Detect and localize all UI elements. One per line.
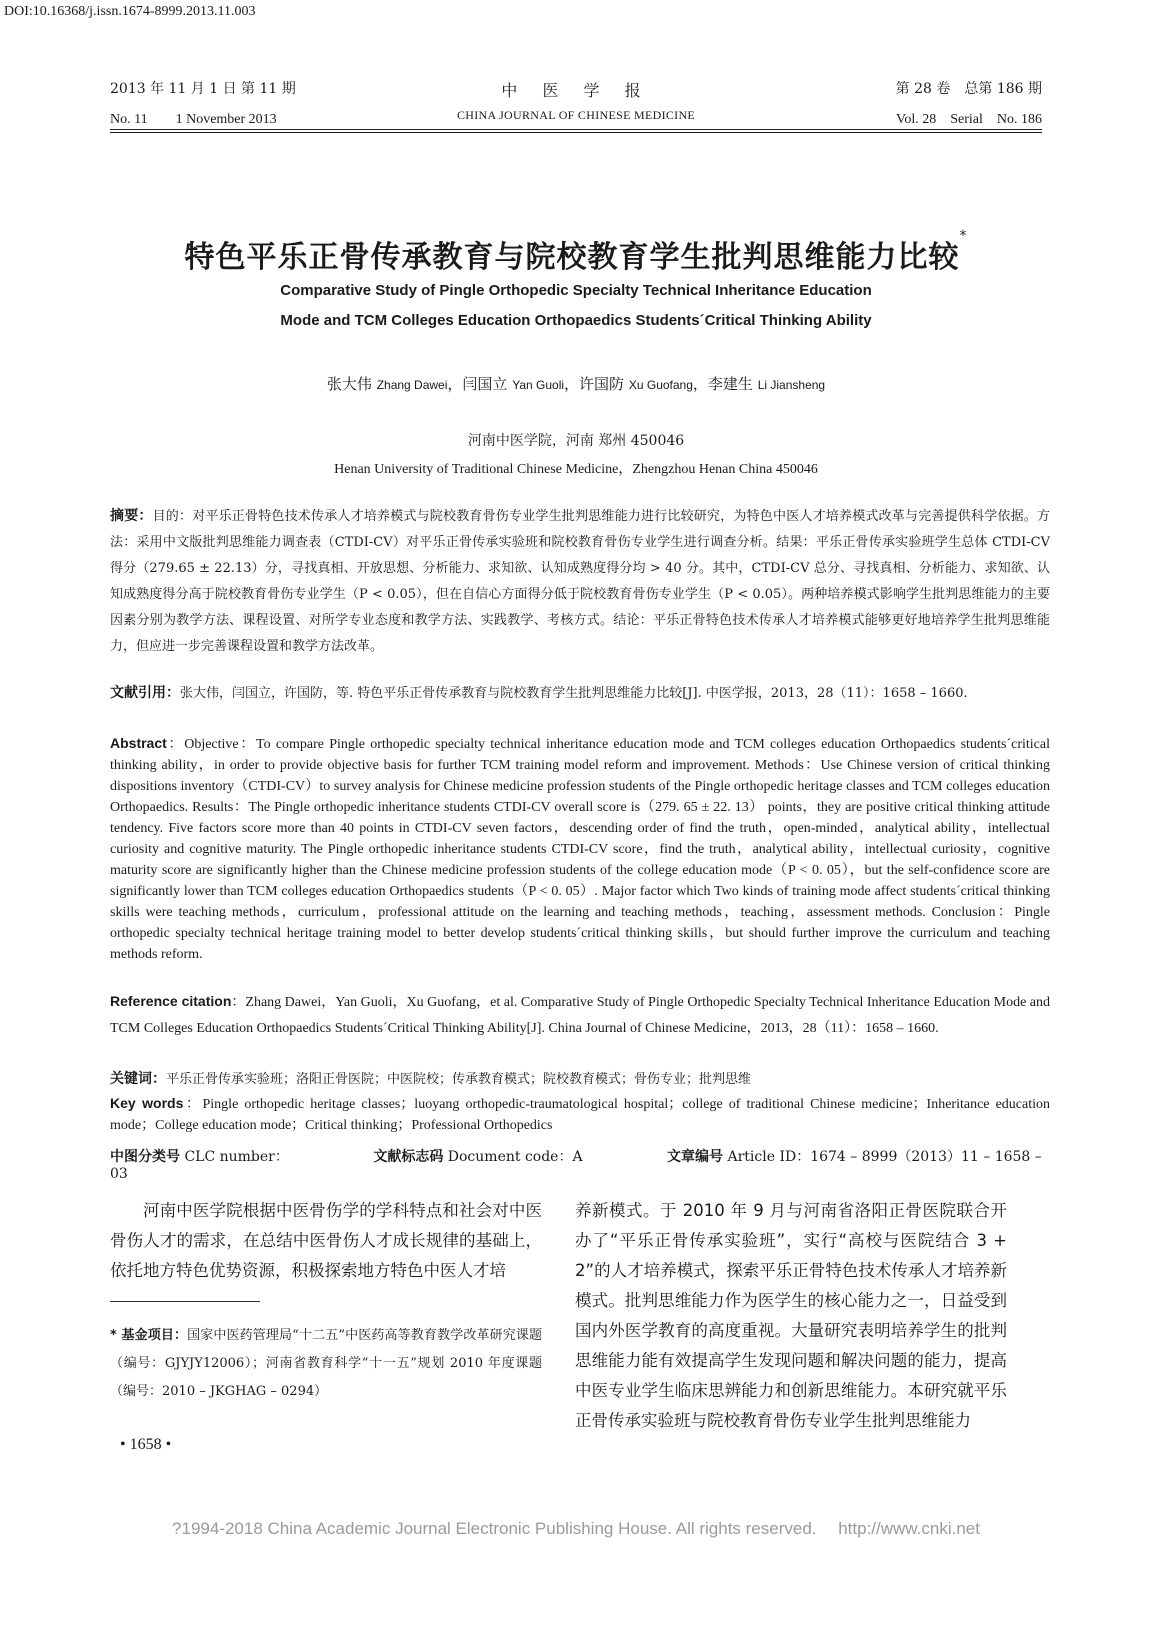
funding-label: * 基金项目： (110, 1328, 188, 1343)
author-separator: ， (447, 375, 463, 393)
reference-citation-en (110, 988, 1050, 1042)
document-code: 文献标志码 Document code：A (373, 1149, 583, 1165)
author-en: Yan Guoli (512, 378, 565, 392)
article-title-cn (60, 228, 1092, 276)
author-en: Xu Guofang (628, 378, 693, 392)
volume-cn: 第 28 卷 总第 186 期 (895, 81, 1042, 97)
keywords-en-text: ：Pingle orthopedic heritage classes；luoyang orthopedic-traumatological hospital；college of traditional Chinese medicine；Inheritance education mode；College education mode；Critical thinking；Professional Orthopedics (110, 1097, 1050, 1133)
footnote-rule (110, 1301, 260, 1302)
body-column-left (110, 1196, 542, 1286)
journal-name-en: CHINA JOURNAL OF CHINESE MEDICINE (456, 108, 696, 122)
abstract-en-label: Abstract (110, 735, 167, 751)
copyright-footer: ?1994-2018 China Academic Journal Electronic Publishing House. All rights reserved. http://www.cnki.net (172, 1519, 980, 1538)
journal-header-cn (110, 78, 1042, 100)
body-paragraph-continued: 养新模式。于 2010 年 9 月与河南省洛阳正骨医院联合开办了“平乐正骨传承实验班”，实行“高校与医院结合 3 + 2”的人才培养模式，探索平乐正骨特色技术传承人才培养新模式。批判思维能力作为医学生的核心能力之一，日益受到国内外医学教育的高度重视。大量研究表明培养学生的批判思维能力能有效提高学生发现问题和解决问题的能力，提高中医专业学生临床思辨能力和创新思维能力。本研究就平乐正骨传承实验班与院校教育骨伤专业学生批判思维能力 (575, 1201, 1007, 1430)
citation-cn (110, 680, 1050, 707)
page-number: • 1658 • (120, 1436, 172, 1453)
clc-number: 中图分类号 CLC number： (110, 1149, 289, 1165)
body-column-right (575, 1196, 1007, 1436)
reference-en-text: ：Zhang Dawei，Yan Guoli，Xu Guofang，et al. Comparative Study of Pingle Orthopedic Specialty Technical Inheritance Education Mode and TCM Colleges Education Orthopaedics Students´Critical Thinking Ability[J]. China Journal of Chinese Medicine，2013，28（11）：1658 – 1660. (110, 995, 1050, 1036)
keywords-cn-text: 平乐正骨传承实验班；洛阳正骨医院；中医院校；传承教育模式；院校教育模式；骨伤专业；批判思维 (166, 1072, 752, 1087)
article-title-en-line2: Mode and TCM Colleges Education Orthopaedics Students´Critical Thinking Ability (280, 312, 872, 329)
article-id: 文章编号 Article ID：1674 – 8999（2013）11 – 1658 – 03 (110, 1149, 1042, 1182)
article-title-en-line1: Comparative Study of Pingle Orthopedic Specialty Technical Inheritance Education (280, 282, 872, 299)
keywords-cn (110, 1066, 1050, 1093)
author-cn: 闫国立 (462, 375, 508, 393)
keywords-en (110, 1093, 1050, 1136)
journal-name-cn: 中 医 学 报 (501, 81, 651, 100)
keywords-cn-label: 关键词： (110, 1071, 166, 1087)
header-rule-thick (110, 129, 1042, 130)
title-footnote-mark: * (959, 228, 968, 244)
author-separator: ， (564, 375, 580, 393)
header-rule-thin (110, 132, 1042, 133)
affiliation-cn: 河南中医学院，河南 郑州 450046 (467, 433, 685, 449)
affiliation-en: Henan University of Traditional Chinese Medicine，Zhengzhou Henan China 450046 (334, 462, 818, 477)
title-cn-text: 特色平乐正骨传承教育与院校教育学生批判思维能力比较 (184, 240, 960, 275)
issue-date-en: No. 11 1 November 2013 (110, 112, 277, 127)
author-cn: 许国防 (579, 375, 625, 393)
citation-cn-label: 文献引用： (110, 685, 180, 701)
abstract-en-text: ：Objective：To compare Pingle orthopedic specialty technical inheritance education mode and TCM colleges education Orthopaedics students´critical thinking ability，in order to provide objective basis for further TCM training model reform and improvement. Methods：Use Chinese version of critical thinking dispositions inventory（CTDI-CV）to survey analysis for Chinese medicine profession students of the Pingle orthopedic heritage classes and TCM colleges education Orthopaedics. Results：The Pingle orthopedic inheritance students CTDI-CV overall score is（279. 65 ± 22. 13） points，they are positive critical thinking attitude tendency. Five factors score more than 40 points in CTDI-CV seven factors，descending order of find the truth，open-minded，analytical ability，intellectual curiosity and cognitive maturity. The Pingle orthopedic inheritance students CTDI-CV score，find the truth，analytical ability，intellectual curiosity，cognitive maturity score are significantly higher than the Chinese medicine profession students of the college education mode（P < 0. 05），but the self-confidence score are significantly lower than TCM colleges education Orthopaedics students（P < 0. 05）. Major factor which Two kinds of training mode affect students´critical thinking skills were teaching methods，curriculum，professional attitude on the learning and teaching methods，teaching，assessment methods. Conclusion：Pingle orthopedic specialty technical heritage training model to better develop students´critical thinking skills，but should further improve the curriculum and teaching methods reform. (110, 737, 1050, 962)
body-paragraph: 河南中医学院根据中医骨伤学的学科特点和社会对中医骨伤人才的需求，在总结中医骨伤人才成长规律的基础上，依托地方特色优势资源，积极探索地方特色中医人才培 (110, 1201, 542, 1280)
author-separator: ， (692, 375, 708, 393)
funding-footnote (110, 1322, 542, 1406)
funding-text: 国家中医药管理局“十二五”中医药高等教育教学改革研究课题（编号：GJYJY12006）；河南省教育科学“十一五”规划 2010 年度课题（编号：2010 – JKGHAG – 0294） (110, 1328, 542, 1399)
author-cn: 张大伟 (326, 375, 372, 393)
reference-en-label: Reference citation (110, 993, 232, 1009)
issue-date-cn: 2013 年 11 月 1 日 第 11 期 (110, 81, 296, 97)
journal-header-en (110, 108, 1042, 128)
abstract-en (110, 733, 1050, 965)
author-list (60, 373, 1092, 394)
abstract-cn-label: 摘要： (110, 508, 153, 524)
author-en: Zhang Dawei (376, 378, 448, 392)
abstract-cn-text: 目的：对平乐正骨特色技术传承人才培养模式与院校教育骨伤专业学生批判思维能力进行比较研究，为特色中医人才培养模式改革与完善提供科学依据。方法：采用中文版批判思维能力调查表（CTDI-CV）对平乐正骨传承实验班和院校教育骨伤专业学生进行调查分析。结果：平乐正骨传承实验班学生总体 CTDI-CV 得分（279.65 ± 22.13）分，寻找真相、开放思想、分析能力、求知欲、认知成熟度得分均 > 40 分。其中，CTDI-CV 总分、寻找真相、分析能力、求知欲、认知成熟度得分高于院校教育骨伤专业学生（P < 0.05），但在自信心方面得分低于院校教育骨伤专业学生（P < 0.05）。两种培养模式影响学生批判思维能力的主要因素分别为教学方法、课程设置、对所学专业态度和教学方法、实践教学、考核方式。结论：平乐正骨特色技术传承人才培养模式能够更好地培养学生批判思维能力，但应进一步完善课程设置和教学方法改革。 (110, 509, 1050, 654)
volume-en: Vol. 28 Serial No. 186 (896, 112, 1042, 127)
classification-line (110, 1146, 1050, 1182)
abstract-cn (110, 503, 1050, 683)
doi-line: DOI:10.16368/j.issn.1674-8999.2013.11.003 (4, 4, 256, 19)
keywords-en-label: Key words (110, 1095, 184, 1111)
citation-cn-text: 张大伟，闫国立，许国防，等. 特色平乐正骨传承教育与院校教育学生批判思维能力比较[J]. 中医学报，2013，28（11）：1658 – 1660. (180, 686, 968, 701)
author-en: Li Jiansheng (757, 378, 826, 392)
author-cn: 李建生 (707, 375, 753, 393)
